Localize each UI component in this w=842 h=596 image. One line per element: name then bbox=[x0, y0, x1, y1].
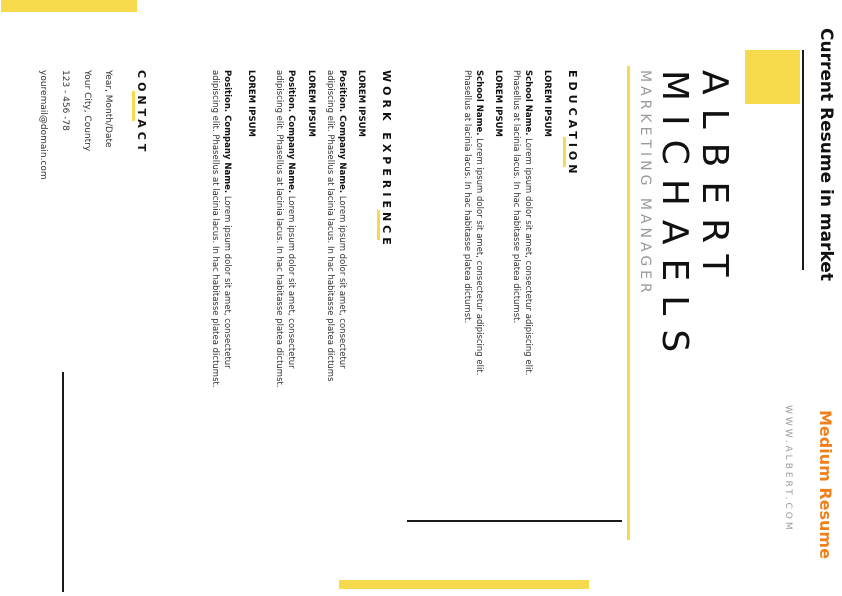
right-vertical-rule bbox=[407, 520, 622, 522]
page-title: Current Resume in market bbox=[816, 28, 836, 281]
education-text: Phasellus at lacinia lacus. In hac habitasse platea dictumst. bbox=[511, 70, 522, 324]
contact-heading-underline bbox=[132, 91, 135, 121]
work-heading-underline bbox=[377, 210, 380, 240]
first-name: ALBERT bbox=[694, 70, 735, 291]
position-company: Position. Company Name. bbox=[222, 70, 232, 194]
work-subheading: LOREM IPSUM bbox=[246, 70, 256, 137]
bottom-accent-bar bbox=[339, 580, 589, 589]
education-heading-underline bbox=[563, 137, 566, 167]
contact-date: Year, Month/Date bbox=[103, 70, 113, 148]
work-entry bbox=[209, 70, 232, 510]
footer-rule bbox=[62, 372, 64, 592]
education-text: Phasellus at lacinia lacus. In hac habitasse platea dictumst. bbox=[462, 70, 473, 324]
position-company: Position. Company Name. bbox=[286, 70, 296, 194]
contact-location: Your City, Country bbox=[82, 70, 92, 152]
work-text: adipiscing elit. Phasellus at lacinia lacus. In hac habitasse platea dictumst. bbox=[210, 70, 221, 388]
contact-phone: 123 - 456 -78 bbox=[60, 70, 70, 131]
work-text: Lorem ipsum dolor sit amet, consectetur bbox=[286, 195, 296, 369]
work-text: adipiscing elit. Phasellus at lacinia lacus. In hac habitasse platea dictums bbox=[325, 70, 336, 382]
position-company: Position. Company Name. bbox=[337, 70, 347, 194]
contact-email: youremail@domain.com bbox=[38, 70, 48, 180]
work-subheading: LOREM IPSUM bbox=[306, 70, 316, 137]
name-underline-bar bbox=[627, 66, 630, 540]
last-name: MICHAELS bbox=[654, 70, 695, 367]
work-text: adipiscing elit. Phasellus at lacinia lacus. In hac habitasse platea dictumst. bbox=[274, 70, 285, 388]
education-subheading: LOREM IPSUM bbox=[493, 70, 503, 137]
education-subheading: LOREM IPSUM bbox=[542, 70, 552, 137]
header-rule bbox=[802, 50, 804, 270]
resume-type-label: Medium Resume bbox=[816, 410, 835, 559]
work-subheading: LOREM IPSUM bbox=[356, 70, 366, 137]
work-text: Lorem ipsum dolor sit amet, consectetur bbox=[337, 195, 347, 369]
contact-heading: CONTACT bbox=[135, 70, 148, 156]
work-text: Lorem ipsum dolor sit amet, consectetur bbox=[222, 195, 232, 369]
resume-name bbox=[654, 70, 734, 366]
education-entry bbox=[461, 70, 484, 510]
school-name: School Name. bbox=[474, 70, 484, 136]
work-entry bbox=[273, 70, 296, 510]
education-heading: EDUCATION bbox=[566, 70, 579, 178]
education-text: Lorem ipsum dolor sit amet, consectetur adipiscing elit. bbox=[474, 138, 484, 376]
work-entry bbox=[324, 70, 347, 510]
job-role: MARKETING MANAGER bbox=[637, 70, 653, 297]
education-entry bbox=[510, 70, 533, 510]
education-text: Lorem ipsum dolor sit amet, consectetur adipiscing elit. bbox=[523, 138, 533, 376]
website: WWW.ALBERT.COM bbox=[783, 405, 793, 533]
corner-accent-bar bbox=[1, 0, 137, 12]
work-heading: WORK EXPERIENCE bbox=[380, 70, 393, 249]
school-name: School Name. bbox=[523, 70, 533, 136]
accent-square bbox=[745, 50, 800, 104]
